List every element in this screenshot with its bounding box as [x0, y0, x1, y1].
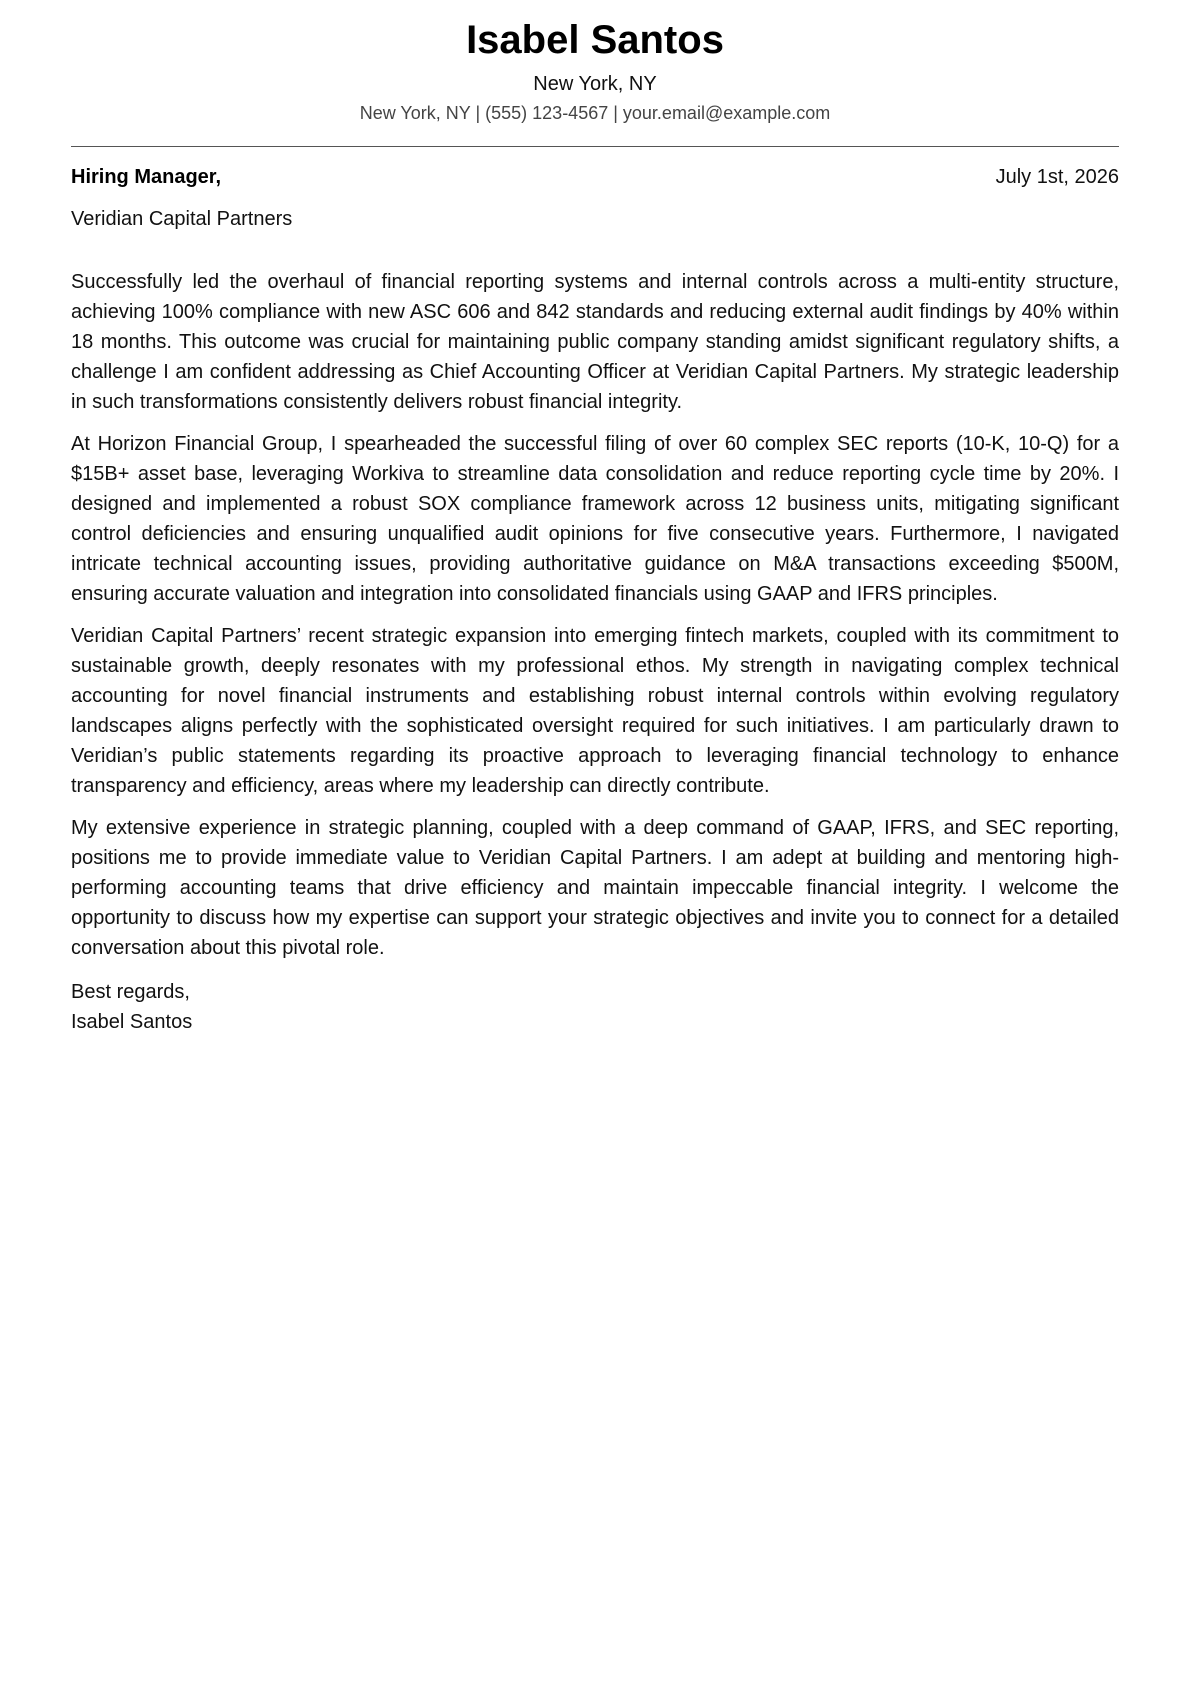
letter-date: July 1st, 2026 — [995, 166, 1119, 188]
company-name: Veridian Capital Partners — [71, 208, 293, 230]
recipient-date-row — [71, 163, 1119, 191]
body-paragraph-2: At Horizon Financial Group, I spearheaded the successful filing of over 60 complex SEC reports (10-K, 10-Q) for a $15B+ asset base, leveraging Workiva to streamline data consolidation and reduce reporting cycle time by 20%. I designed and implemented a robust SOX compliance framework across 12 business units, mitigating significant control deficiencies and ensuring unqualified audit opinions for five consecutive years. Furthermore, I navigated intricate technical accounting issues, providing authoritative guidance on M&A transactions exceeding $500M, ensuring accurate valuation and integration into consolidated financials using GAAP and IFRS principles. — [71, 433, 1119, 605]
body-paragraph-1: Successfully led the overhaul of financial reporting systems and internal controls across a multi-entity structure, achieving 100% compliance with new ASC 606 and 842 standards and reducing external audit findings by 40% within 18 months. This outcome was crucial for maintaining public company standing amidst significant regulatory shifts, a challenge I am confident addressing as Chief Accounting Officer at Veridian Capital Partners. My strategic leadership in such transformations consistently delivers robust financial integrity. — [71, 271, 1119, 413]
contact-line: New York, NY | (555) 123-4567 | your.email@example.com — [359, 103, 831, 123]
body-paragraph-3: Veridian Capital Partners’ recent strategic expansion into emerging fintech markets, coupled with its commitment to sustainable growth, deeply resonates with my professional ethos. My strength in navigating complex technical accounting for novel financial instruments and establishing robust internal controls within evolving regulatory landscapes aligns perfectly with the sophisticated oversight required for such initiatives. I am particularly drawn to Veridian’s public statements regarding its proactive approach to leveraging financial technology to enhance transparency and efficiency, areas where my leadership can directly contribute. — [71, 625, 1119, 797]
letter-header — [71, 0, 1119, 126]
letter-body — [71, 267, 1119, 963]
letter-closing — [71, 977, 1119, 1037]
applicant-location: New York, NY — [533, 73, 657, 95]
closing-phrase: Best regards, — [71, 981, 190, 1003]
header-divider — [71, 146, 1119, 147]
recipient-salutation: Hiring Manager, — [71, 166, 222, 188]
applicant-name: Isabel Santos — [466, 18, 724, 62]
signature-name: Isabel Santos — [71, 1011, 193, 1033]
body-paragraph-4: My extensive experience in strategic planning, coupled with a deep command of GAAP, IFRS, and SEC reporting, positions me to provide immediate value to Veridian Capital Partners. I am adept at building and mentoring high-performing accounting teams that drive efficiency and maintain impeccable financial integrity. I welcome the opportunity to discuss how my expertise can support your strategic objectives and invite you to connect for a detailed conversation about this pivotal role. — [71, 817, 1119, 959]
